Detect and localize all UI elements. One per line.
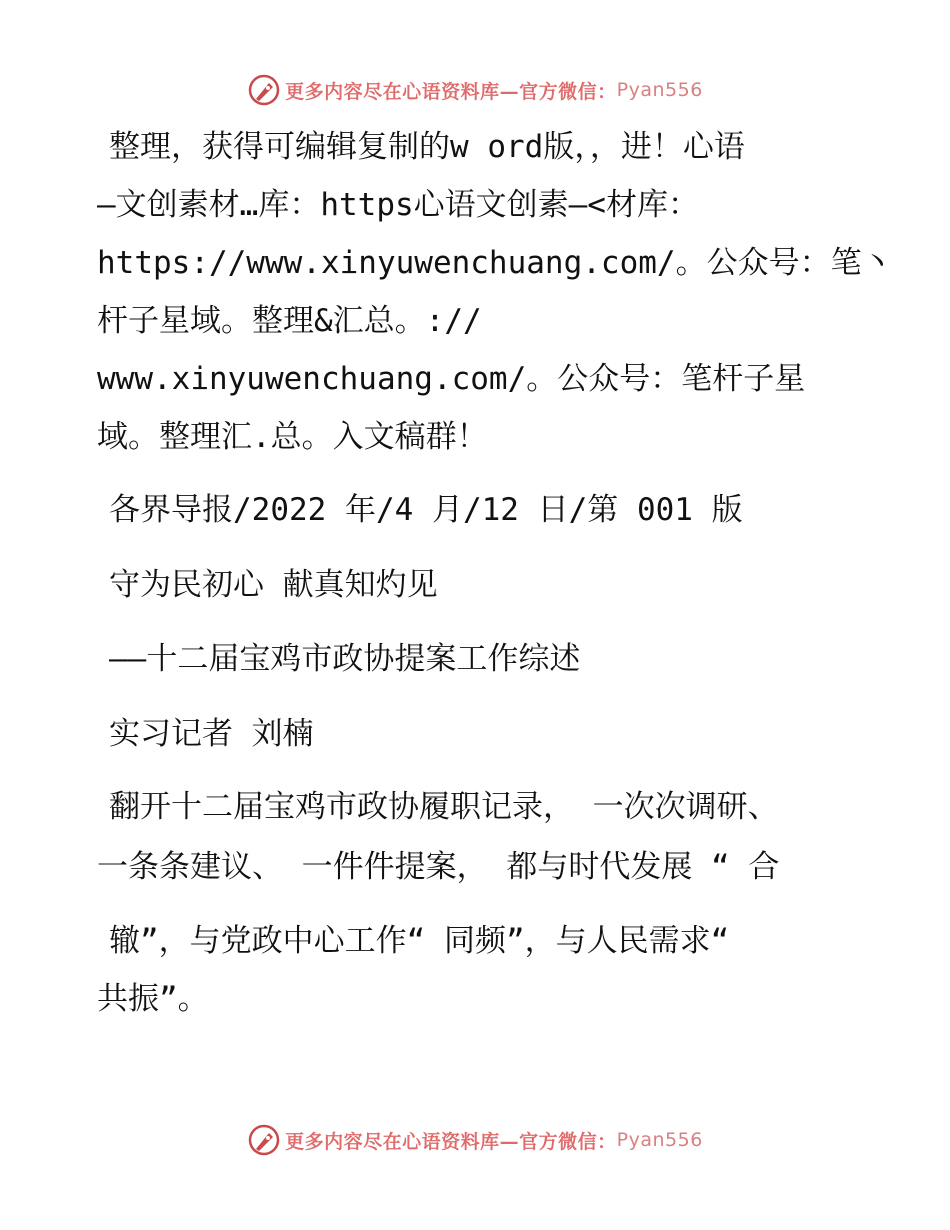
watermark-text: 更多内容尽在心语资料库—官方微信： xyxy=(285,80,617,103)
intro-line: www.xinyuwenchuang.com/。公众号：笔杆子星 xyxy=(97,361,806,397)
paragraph-line: 共振”。 xyxy=(97,981,209,1017)
watermark-header xyxy=(0,70,950,110)
intro-line: 杆子星域。整理&汇总。:// xyxy=(97,303,482,339)
intro-line: 域。整理汇.总。入文稿群！ xyxy=(97,419,488,455)
paragraph-line: 辙”，与党政中心工作“ 同频”，与人民需求“ xyxy=(109,923,730,959)
watermark-text: 更多内容尽在心语资料库—官方微信： xyxy=(285,1130,617,1153)
intro-line: https://www.xinyuwenchuang.com/。公众号：笔丶 xyxy=(97,245,893,281)
watermark-footer xyxy=(0,1120,950,1160)
pen-nib-logo-icon xyxy=(247,73,281,107)
paragraph-line: 翻开十二届宝鸡市政协履职记录， 一次次调研、 xyxy=(109,789,779,825)
paragraph-line: 一条条建议、 一件件提案， 都与时代发展 “ 合 xyxy=(97,849,780,885)
pen-nib-logo-icon xyxy=(247,1123,281,1157)
intro-line: —文创素材…库：https心语文创素—<材库： xyxy=(97,187,699,223)
headline: 守为民初心 献真知灼见 xyxy=(109,567,438,603)
dateline: 各界导报/2022 年/4 月/12 日/第 001 版 xyxy=(109,492,743,528)
watermark-wechat-id: Pyan556 xyxy=(616,1129,703,1151)
byline: 实习记者 刘楠 xyxy=(109,716,314,752)
intro-line: 整理，获得可编辑复制的w ord版，，进！心语 xyxy=(109,129,745,165)
watermark-wechat-id: Pyan556 xyxy=(616,79,703,101)
subheadline: ——十二届宝鸡市政协提案工作综述 xyxy=(109,641,581,677)
